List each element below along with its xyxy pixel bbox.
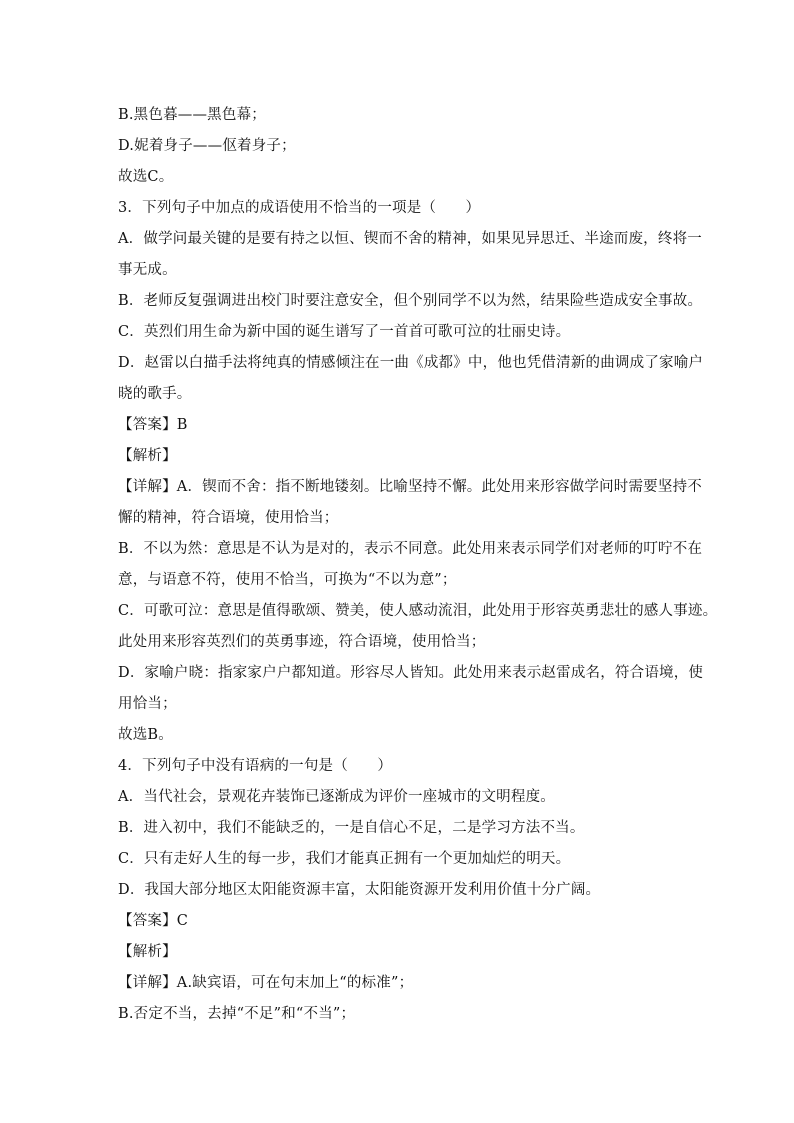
text-line: C．可歌可泣：意思是值得歌颂、赞美，使人感动流泪，此处用于形容英勇悲壮的感人事迹。 <box>118 603 718 619</box>
text-line: 故选B。 <box>118 727 173 743</box>
detail-explanation: 【详解】A．锲而不舍：指不断地镂刻。比喻坚持不懈。此处用来形容做学问时需要坚持不 <box>118 479 702 495</box>
question-4-option-a: A．当代社会，景观花卉装饰已逐渐成为评价一座城市的文明程度。 <box>118 789 555 805</box>
answer-label: 【答案】B <box>118 417 188 433</box>
question-3-option-b: B．老师反复强调进出校门时要注意安全，但个别同学不以为然，结果险些造成安全事故。 <box>118 293 703 309</box>
text-line: B．不以为然：意思是不认为是对的，表示不同意。此处用来表示同学们对老师的叮咛不在 <box>118 541 703 557</box>
text-line: 懈的精神，符合语境，使用恰当； <box>118 510 339 526</box>
question-3-option-c: C．英烈们用生命为新中国的诞生谱写了一首首可歌可泣的壮丽史诗。 <box>118 324 571 340</box>
question-3-option-a: A．做学问最关键的是要有持之以恒、锲而不舍的精神，如果见异思迁、半途而废，终将一 <box>118 231 702 247</box>
question-3-option-a-cont: 事无成。 <box>118 262 177 278</box>
text-line: B.否定不当，去掉“不足”和“不当”； <box>118 1006 356 1022</box>
question-4-stem: 4．下列句子中没有语病的一句是（ ） <box>118 758 393 774</box>
text-line: D．家喻户晓：指家家户户都知道。形容尽人皆知。此处用来表示赵雷成名，符合语境，使 <box>118 665 704 681</box>
question-4-option-b: B．进入初中，我们不能缺乏的，一是自信心不足，二是学习方法不当。 <box>118 820 585 836</box>
question-3-stem: 3．下列句子中加点的成语使用不恰当的一项是（ ） <box>118 200 481 216</box>
question-3-option-d-cont: 晓的歌手。 <box>118 386 192 402</box>
question-4-option-c: C．只有走好人生的每一步，我们才能真正拥有一个更加灿烂的明天。 <box>118 851 571 867</box>
text-line: 故选C。 <box>118 169 174 185</box>
text-line: D.妮着身子——伛着身子； <box>118 138 296 154</box>
answer-label: 【答案】C <box>118 913 189 929</box>
question-3-option-d: D．赵雷以白描手法将纯真的情感倾注在一曲《成都》中，他也凭借清新的曲调成了家喻户 <box>118 355 704 371</box>
detail-explanation: 【详解】A.缺宾语，可在句末加上“的标准”； <box>118 975 414 991</box>
text-line: 此处用来形容英烈们的英勇事迹，符合语境，使用恰当； <box>118 634 486 650</box>
text-line: 用恰当； <box>118 696 177 712</box>
analysis-label: 【解析】 <box>118 448 177 464</box>
question-4-option-d: D．我国大部分地区太阳能资源丰富，太阳能资源开发利用价值十分广阔。 <box>118 882 601 898</box>
analysis-label: 【解析】 <box>118 944 177 960</box>
document-body <box>118 100 718 1030</box>
text-line: B.黑色暮——黑色幕； <box>118 107 266 123</box>
text-line: 意，与语意不符，使用不恰当，可换为“不以为意”； <box>118 572 457 588</box>
